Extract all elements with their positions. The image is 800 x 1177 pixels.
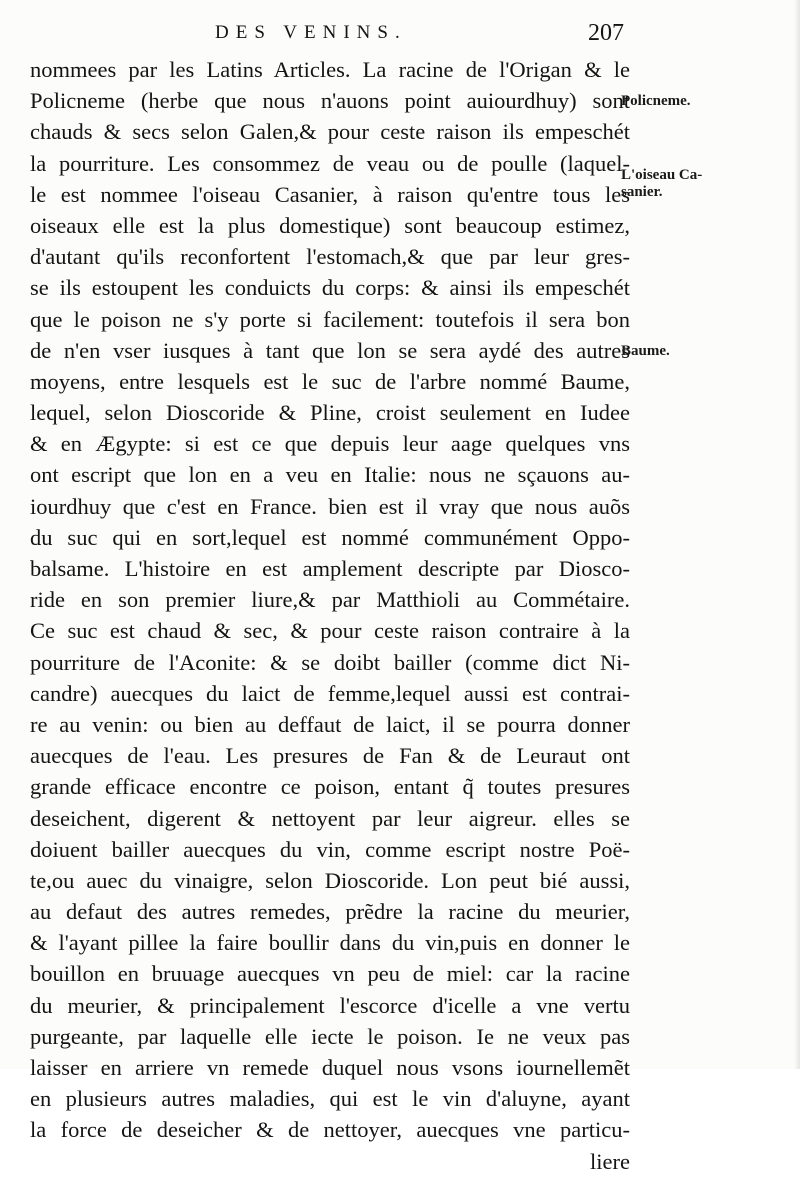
text-line: deseichent, digerent & nettoyent par leur aigreur. elles se: [30, 805, 630, 831]
body-text: [30, 54, 630, 1177]
text-line: lequel, selon Dioscoride & Pline, croist seulement en Iudee: [30, 400, 630, 426]
margin-note-line: Policneme.: [621, 93, 691, 109]
text-line: re au venin: ou bien au deffaut de laict, il se pourra donner: [30, 711, 630, 737]
text-line: grande efficace encontre ce poison, entant q̃ toutes presures: [30, 774, 630, 800]
text-line: d'autant qu'ils reconfortent l'estomach,& que par leur gres-: [30, 244, 630, 270]
margin-note-line: Baume.: [621, 343, 670, 359]
margin-note-oiseau-casanier: [621, 167, 797, 201]
page-number: 207: [588, 20, 624, 46]
text-line: Policneme (herbe que nous n'auons point auiourdhuy) sont: [30, 88, 630, 114]
text-line: laisser en arriere vn remede duquel nous vsons iournellemẽt: [30, 1055, 630, 1080]
text-line: se ils estoupent les conduicts du corps: & ainsi ils empeschét: [30, 275, 630, 301]
text-line: la force de deseicher & de nettoyer, auecques vne particu-: [30, 1117, 630, 1143]
text-line: le est nommee l'oiseau Casanier, à raison qu'entre tous les: [30, 181, 630, 207]
text-line: du meurier, & principalement l'escorce d'icelle a vne vertu: [30, 992, 630, 1018]
text-line: oiseaux elle est la plus domestique) sont beaucoup estimez,: [30, 212, 630, 238]
text-line: & l'ayant pillee la faire boullir dans du vin,puis en donner le: [30, 930, 630, 956]
text-line: bouillon en bruuage auecques vn peu de miel: car la racine: [30, 961, 630, 987]
text-line: du suc qui en sort,lequel est nommé communément Oppo-: [30, 524, 630, 550]
page-header: [190, 20, 630, 50]
catchword: liere: [590, 1148, 630, 1174]
text-line: ride en son premier liure,& par Matthioli au Commétaire.: [30, 587, 630, 613]
running-title: DES VENINS.: [215, 22, 407, 43]
text-line: moyens, entre lesquels est le suc de l'arbre nommé Baume,: [30, 368, 630, 394]
text-line: ont escript que lon en a veu en Italie: nous ne sçauons au-: [30, 462, 630, 488]
margin-note-baume: [621, 343, 797, 360]
text-line: te,ou auec du vinaigre, selon Dioscoride. Lon peut bié aussi,: [30, 867, 630, 893]
text-line: en plusieurs autres maladies, qui est le vin d'aluyne, ayant: [30, 1086, 630, 1112]
text-line: purgeante, par laquelle elle iecte le poison. Ie ne veux pas: [30, 1023, 630, 1049]
margin-note-policneme: [621, 93, 797, 110]
text-line: de n'en vser iusques à tant que lon se sera aydé des autres: [30, 337, 630, 363]
text-line: auecques de l'eau. Les presures de Fan & de Leuraut ont: [30, 743, 630, 769]
text-line: chauds & secs selon Galen,& pour ceste raison ils empeschét: [30, 119, 630, 145]
text-line: iourdhuy que c'est en France. bien est il vray que nous auõs: [30, 493, 630, 519]
text-line: au defaut des autres remedes, prẽdre la racine du meurier,: [30, 899, 630, 925]
text-line: pourriture de l'Aconite: & se doibt bailler (comme dict Ni-: [30, 649, 630, 675]
text-line: la pourriture. Les consommez de veau ou de poulle (laquel-: [30, 150, 630, 176]
text-line: balsame. L'histoire en est amplement descripte par Diosco-: [30, 556, 630, 581]
page-edge-shadow: [794, 0, 800, 1069]
text-line: candre) auecques du laict de femme,lequel aussi est contrai-: [30, 680, 630, 706]
margin-note-line: sanier.: [621, 184, 663, 200]
text-line: nommees par les Latins Articles. La racine de l'Origan & le: [30, 57, 630, 82]
text-line: & en Ægypte: si est ce que depuis leur aage quelques vns: [30, 431, 630, 457]
margin-note-line: L'oiseau Ca-: [621, 167, 703, 183]
text-line: doiuent bailler auecques du vin, comme escript nostre Poë-: [30, 836, 630, 862]
text-line: que le poison ne s'y porte si facilement: toutefois il sera bon: [30, 306, 630, 332]
text-line: Ce suc est chaud & sec, & pour ceste raison contraire à la: [30, 618, 630, 644]
